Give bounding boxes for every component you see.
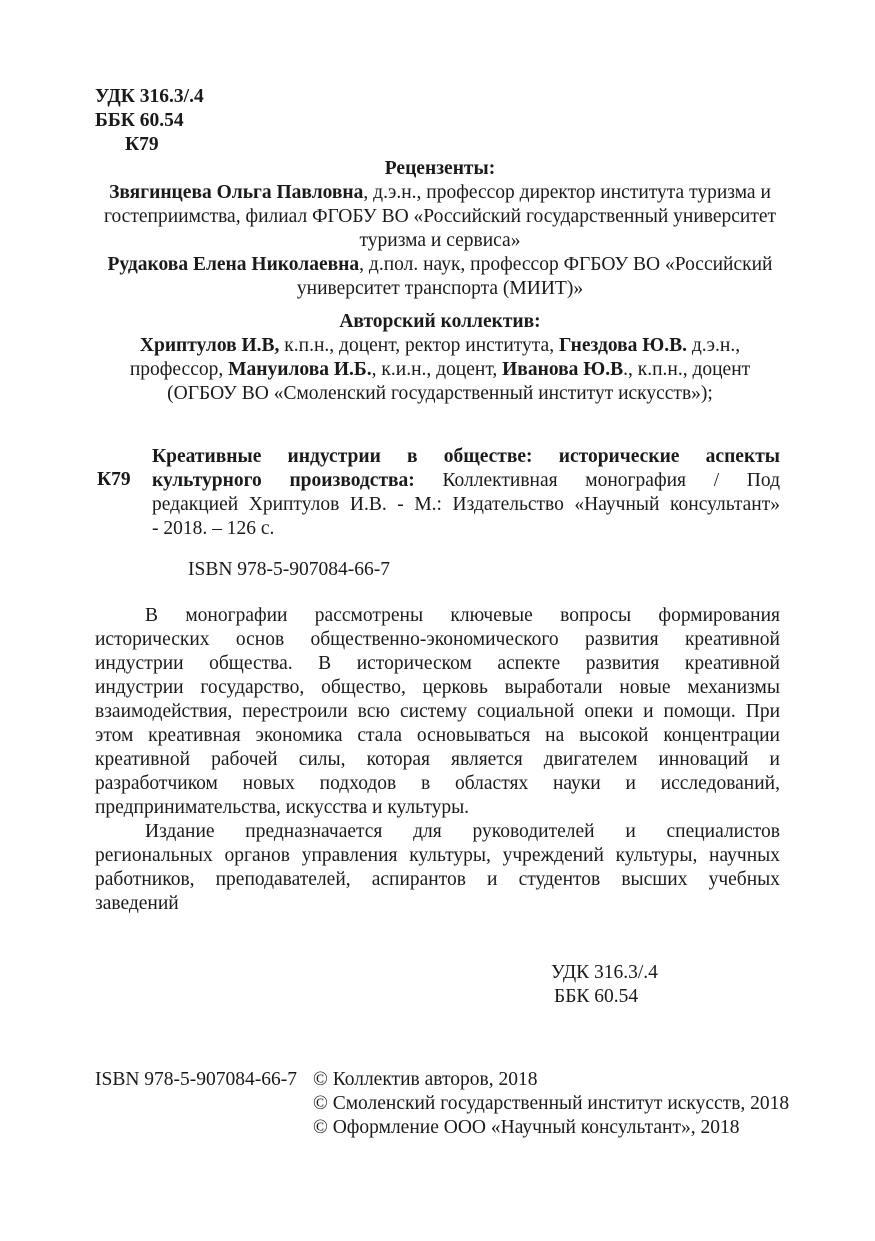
text-segment: , д.э.н., профессор директор института туризма и	[363, 182, 771, 203]
paragraph-line: работников, преподавателей, аспирантов и студентов высших учебных	[95, 869, 780, 890]
text-line	[80, 253, 800, 277]
bibliographic-mark: К79	[97, 469, 131, 490]
classification-codes	[95, 85, 204, 157]
reviewers-title: Рецензенты:	[384, 158, 496, 179]
text-segment: гостеприимства, филиал ФГОБУ ВО «Российский государственный университет	[103, 206, 777, 227]
author-mark: К79	[125, 134, 159, 155]
abstract	[95, 604, 780, 916]
text-segment: профессор,	[129, 359, 229, 380]
copyright-block	[313, 1068, 789, 1140]
reviewers-section	[80, 157, 800, 301]
bold-text: Креативные индустрии в обществе: исторические аспекты	[152, 446, 780, 467]
text-segment: , д.пол. наук, профессор ФГБОУ ВО «Российский	[359, 254, 773, 275]
paragraph-line: В монографии рассмотрены ключевые вопросы формирования	[145, 605, 780, 626]
text-segment: - 2018. – 126 с.	[152, 518, 275, 539]
footer-udk: УДК 316.3/.4	[551, 962, 658, 983]
bbk-code: ББК 60.54	[95, 110, 184, 131]
text-line	[80, 334, 800, 358]
text-segment: ., к.п.н., доцент	[623, 359, 751, 380]
bold-text: культурного производства:	[152, 470, 415, 491]
footer-codes	[551, 961, 658, 1009]
paragraph-line: исторических основ общественно-экономического развития креативной	[95, 629, 780, 650]
paragraph-line: креативной рабочей силы, которая является двигателем инноваций и	[95, 749, 780, 770]
text-line	[80, 358, 800, 382]
isbn: ISBN 978-5-907084-66-7	[188, 559, 391, 580]
paragraph-line: взаимодействия, перестроили всю систему социальной опеки и помощи. При	[95, 701, 780, 722]
text-line	[152, 493, 780, 517]
copyright-isbn: ISBN 978-5-907084-66-7	[95, 1069, 298, 1090]
copyright-line: © Оформление ООО «Научный консультант», 2018	[313, 1117, 740, 1138]
text-segment: , к.и.н., доцент,	[371, 359, 503, 380]
footer-bbk: ББК 60.54	[554, 986, 639, 1007]
text-segment: университет транспорта (МИИТ)»	[296, 278, 584, 299]
paragraph-line: индустрии государство, общество, церковь выработали новые механизмы	[95, 677, 780, 698]
bibliographic-entry	[152, 445, 780, 541]
text-line	[152, 445, 780, 469]
text-line	[152, 469, 780, 493]
bold-text: Хриптулов И.В,	[139, 335, 280, 356]
text-segment: к.п.н., доцент, ректор института,	[279, 335, 559, 356]
bold-text: Звягинцева Ольга Павловна	[109, 182, 364, 203]
text-segment: д.э.н.,	[687, 335, 741, 356]
authors-section	[80, 310, 800, 406]
bold-text: Рудакова Елена Николаевна	[107, 254, 360, 275]
paragraph-line: заведений	[95, 893, 179, 914]
paragraph-line: индустрии общества. В историческом аспекте развития креативной	[95, 653, 780, 674]
bold-text: Иванова Ю.В	[502, 359, 624, 380]
text-line	[80, 205, 800, 229]
copyright-line: © Коллектив авторов, 2018	[313, 1069, 538, 1090]
paragraph-line: Издание предназначается для руководителей и специалистов	[145, 821, 780, 842]
paragraph-line: этом креативная экономика стала основываться на высокой концентрации	[95, 725, 780, 746]
bold-text: Мануилова И.Б.	[228, 359, 372, 380]
text-segment: (ОГБОУ ВО «Смоленский государственный институт искусств»);	[167, 383, 713, 404]
udk-code: УДК 316.3/.4	[95, 86, 204, 107]
text-segment: Коллективная монография / Под	[414, 470, 780, 491]
text-segment: туризма и сервиса»	[359, 230, 521, 251]
authors-title: Авторский коллектив:	[339, 311, 541, 332]
text-line	[80, 382, 800, 406]
text-line	[80, 277, 800, 301]
bold-text: Гнездова Ю.В.	[558, 335, 687, 356]
text-line	[80, 229, 800, 253]
text-line	[80, 181, 800, 205]
copyright-line: © Смоленский государственный институт искусств, 2018	[313, 1093, 790, 1114]
paragraph-line: разработчиком новых подходов в областях науки и исследований,	[95, 773, 780, 794]
text-line	[152, 517, 780, 541]
paragraph-line: предпринимательства, искусства и культуры.	[95, 797, 470, 818]
paragraph-line: региональных органов управления культуры, учреждений культуры, научных	[95, 845, 780, 866]
text-segment: редакцией Хриптулов И.В. - М.: Издательство «Научный консультант»	[152, 494, 780, 515]
